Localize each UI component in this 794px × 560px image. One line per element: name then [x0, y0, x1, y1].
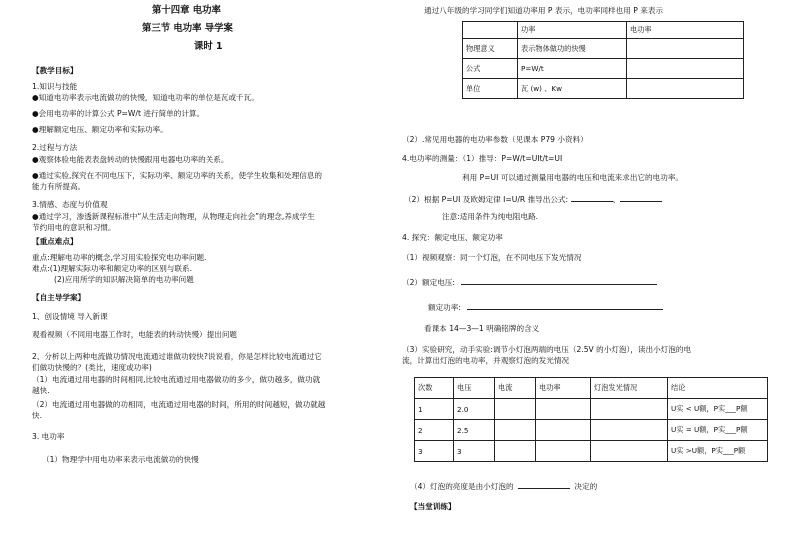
exp-header-cell: 电压 — [454, 378, 495, 399]
measurement-heading: 4.电功率的测量：（1）推导：P=W/t=UIt/t=UI — [402, 154, 563, 163]
step-2-line-2: 们做功快慢的？(类比，速度或功率) — [32, 363, 152, 372]
knowledge-item-3: ●理解额定电压、额定功率和实际功率。 — [32, 125, 168, 134]
compare-table — [462, 21, 744, 99]
formula-blank-2[interactable] — [620, 193, 662, 202]
compare-cell: 公式 — [463, 59, 518, 79]
measurement-note: 利用 P=UI 可以通过测量用电器的电压和电流来求出它的电功率。 — [462, 173, 684, 182]
exp-cell[interactable] — [591, 399, 668, 420]
appliance-power-ref: （2）.常见用电器的电功率参数（见课本 P79 小资料） — [402, 135, 588, 144]
key-point: 重点:理解电功率的概念,学习用实验探究电功率问题. — [32, 253, 207, 262]
compare-cell: 物理意义 — [463, 39, 518, 59]
compare-table-row — [463, 79, 744, 99]
exp-cell: 2 — [415, 420, 454, 441]
exp-cell[interactable] — [591, 420, 668, 441]
emotion-heading: 3.情感、态度与价值观 — [32, 200, 108, 209]
exp-cell: 2.5 — [454, 420, 495, 441]
exp-cell[interactable] — [536, 441, 591, 462]
experiment-row — [415, 441, 768, 462]
compare-table-row — [463, 39, 744, 59]
experiment-table-header — [415, 378, 768, 399]
rated-power-label: 额定功率: — [428, 303, 461, 312]
intro-text: 通过八年级的学习同学们知道功率用 P 表示，电功率同样也用 P 来表示 — [424, 6, 664, 15]
step-2-line-6: 快. — [32, 411, 43, 420]
compare-cell[interactable] — [627, 79, 744, 99]
compare-cell[interactable] — [627, 39, 744, 59]
step-2-line-3: （1）电流通过用电器的时间相同,比较电流通过用电器做功的多少，做功越多，做功就 — [32, 375, 321, 384]
step-1-desc: 观看视频（不同用电器工作时，电能表的转动快慢）提出问题 — [32, 330, 238, 339]
emotion-item-1: ●通过学习，渗透新课程标准中“从生活走向物理，从物理走向社会”的理念,养成学生 — [32, 212, 315, 221]
brightness-line — [410, 480, 597, 492]
compare-cell: 单位 — [463, 79, 518, 99]
exp-header-cell: 电流 — [495, 378, 536, 399]
practice-header: 【当堂训练】 — [410, 502, 456, 511]
keypoints-header: 【重点难点】 — [32, 237, 78, 246]
difficulty-1: 难点:(1)理解实际功率和额定功率的区别与联系. — [32, 264, 193, 273]
knowledge-item-2: ●会用电功率的计算公式 P=W/t 进行简单的计算。 — [32, 109, 205, 118]
chapter-title: 第十四章 电功率 — [152, 5, 221, 16]
emotion-item-1-cont: 节约用电的意识和习惯。 — [32, 223, 116, 232]
process-item-2: ●通过实验,探究在不同电压下，实际功率、额定功率的关系，使学生收集和处理信息的 — [32, 171, 323, 180]
experiment-row — [415, 420, 768, 441]
compare-cell: 瓦 (w) 、Kw — [518, 79, 627, 99]
experiment-row — [415, 399, 768, 420]
exp-cell: 3 — [415, 441, 454, 462]
compare-table-row — [463, 59, 744, 79]
goals-header: 【教学目标】 — [32, 66, 78, 75]
compare-table-header — [463, 22, 744, 39]
formula-blank-1[interactable] — [571, 193, 613, 202]
compare-header-cell — [463, 22, 518, 39]
exp-cell[interactable] — [591, 441, 668, 462]
formula-derivation-text: （2）根据 P=UI 及欧姆定律 I=U/R 推导出公式: — [404, 195, 569, 204]
experiment-line-2: 流，计算出灯泡的电功率，并观察灯泡的发光情况 — [402, 356, 570, 365]
exp-cell[interactable] — [495, 441, 536, 462]
compare-cell[interactable] — [627, 59, 744, 79]
exp-header-cell: 次数 — [415, 378, 454, 399]
step-1: 1、创设情境 导入新课 — [32, 312, 108, 321]
exp-cell[interactable] — [536, 399, 591, 420]
rated-voltage-label: （2）额定电压: — [402, 278, 455, 287]
step-3-item-1: （1）物理学中用电功率来表示电流做功的快慢 — [42, 455, 199, 464]
process-item-1: ●观察体验电能表表盘转动的快慢跟用电器电功率的关系。 — [32, 155, 229, 164]
exp-cell: 3 — [454, 441, 495, 462]
exp-cell: 1 — [415, 399, 454, 420]
exp-cell[interactable] — [536, 420, 591, 441]
exp-header-cell: 灯泡发光情况 — [591, 378, 668, 399]
exp-header-cell: 电功率 — [536, 378, 591, 399]
experiment-line-1: （3）实验研究，动手实验:调节小灯泡两端的电压（2.5V 的小灯泡），读出小灯泡的电 — [402, 345, 692, 354]
exp-conclusion: U实 >U额，P实___P额 — [668, 441, 768, 462]
section-title: 第三节 电功率 导学案 — [142, 23, 233, 34]
nameplate-note: 看课本 14—3—1 明确铭牌的含义 — [424, 324, 540, 333]
exp-cell[interactable] — [495, 420, 536, 441]
process-item-2-cont: 能力有所提高。 — [32, 182, 86, 191]
brightness-text-end: 决定的 — [574, 482, 598, 491]
step-2-line-5: （2）电流通过用电器做的功相同，电流通过用电器的时间，所用的时间越短，做功就越 — [32, 400, 326, 409]
rated-voltage-line — [402, 276, 657, 288]
knowledge-heading: 1.知识与技能 — [32, 82, 78, 91]
explore-heading: 4. 探究：额定电压、额定功率 — [402, 233, 503, 242]
exp-conclusion: U实 < U额，P实___P额 — [668, 399, 768, 420]
difficulty-2: (2)应用所学的知识解决简单的电功率问题 — [54, 275, 194, 284]
self-study-header: 【自主导学案】 — [32, 293, 86, 302]
condition-note: 注意:适用条件为纯电阻电路. — [442, 212, 539, 221]
compare-header-cell: 电功率 — [627, 22, 744, 39]
step-2-line-4: 越快. — [32, 386, 50, 395]
rated-power-line — [428, 301, 663, 313]
compare-header-cell: 功率 — [518, 22, 627, 39]
compare-cell: 表示物体做功的快慢 — [518, 39, 627, 59]
video-observe: （1）视频观察：同一个灯泡，在不同电压下发光情况 — [402, 253, 582, 262]
rated-power-blank[interactable] — [467, 301, 663, 310]
knowledge-item-1: ●知道电功率表示电流做功的快慢，知道电功率的单位是瓦或千瓦。 — [32, 93, 259, 102]
compare-cell: P=W/t — [518, 59, 627, 79]
rated-voltage-blank[interactable] — [461, 276, 657, 285]
step-2-line-1: 2、分析以上两种电流做功情况电流通过谁做功较快?说说看，你是怎样比较电流通过它 — [32, 352, 322, 361]
exp-conclusion: U实 = U额，P实___P额 — [668, 420, 768, 441]
exp-header-cell: 结论 — [668, 378, 768, 399]
formula-derivation: （2）根据 P=UI 及欧姆定律 I=U/R 推导出公式: 、 — [404, 193, 662, 205]
exp-cell: 2.0 — [454, 399, 495, 420]
exp-cell[interactable] — [495, 399, 536, 420]
step-3: 3. 电功率 — [32, 432, 65, 441]
brightness-text: （4）灯泡的亮度是由小灯泡的 — [410, 482, 514, 491]
process-heading: 2.过程与方法 — [32, 143, 78, 152]
brightness-blank[interactable] — [518, 480, 570, 489]
experiment-table — [414, 377, 768, 462]
lesson-label: 课时 1 — [194, 41, 223, 52]
